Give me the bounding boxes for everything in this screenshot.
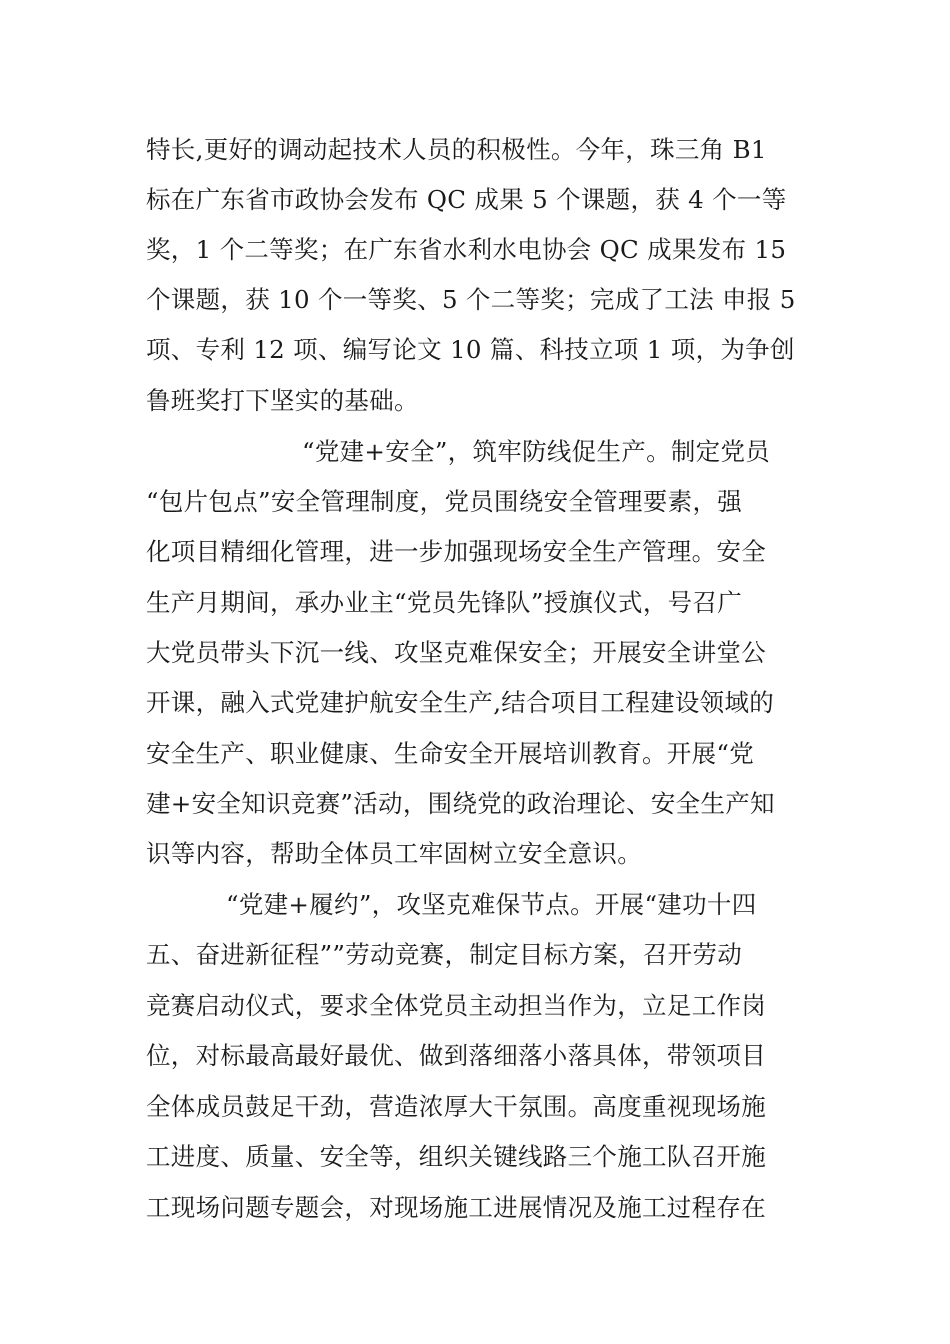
- text-line: 竞赛启动仪式，要求全体党员主动担当作为，立足工作岗: [146, 991, 766, 1020]
- text-line: 识等内容，帮助全体员工牢固树立安全意识。: [146, 839, 642, 868]
- text-line: 标在广东省市政协会发布 QC 成果 5 个课题，获 4 个一等: [146, 185, 787, 214]
- text-line: 建+安全知识竞赛”活动，围绕党的政治理论、安全生产知: [146, 789, 775, 818]
- text-line: 生产月期间，承办业主“党员先锋队”授旗仪式，号召广: [146, 588, 743, 617]
- text-line: 五、奋进新征程””劳动竞赛，制定目标方案，召开劳动: [146, 940, 743, 969]
- text-line: 工进度、质量、安全等，组织关键线路三个施工队召开施: [146, 1142, 766, 1171]
- text-line: 全体成员鼓足干劲，营造浓厚大干氛围。高度重视现场施: [146, 1092, 766, 1121]
- text-line: 项、专利 12 项、编写论文 10 篇、科技立项 1 项，为争创: [146, 335, 795, 364]
- text-line: 化项目精细化管理，进一步加强现场安全生产管理。安全: [146, 537, 766, 566]
- text-line: 鲁班奖打下坚实的基础。: [146, 386, 419, 415]
- text-line: 位，对标最高最好最优、做到落细落小落具体，带领项目: [146, 1041, 766, 1070]
- paragraph-heading-safety: “党建+安全”，筑牢防线促生产。制定党员: [302, 437, 771, 466]
- text-line: 特长,更好的调动起技术人员的积极性。今年，珠三角 B1: [146, 135, 767, 164]
- text-line: 个课题，获 10 个一等奖、5 个二等奖；完成了工法 申报 5: [146, 285, 796, 314]
- paragraph-heading-performance: “党建+履约”，攻坚克难保节点。开展“建功十四: [226, 890, 757, 919]
- text-line: 大党员带头下沉一线、攻坚克难保安全；开展安全讲堂公: [146, 638, 766, 667]
- text-line: 奖，1 个二等奖；在广东省水利水电协会 QC 成果发布 15: [146, 235, 787, 264]
- text-line: 安全生产、职业健康、生命安全开展培训教育。开展“党: [146, 739, 755, 768]
- text-line: “包片包点”安全管理制度，党员围绕安全管理要素，强: [146, 487, 743, 516]
- text-line: 开课，融入式党建护航安全生产,结合项目工程建设领域的: [146, 688, 775, 717]
- text-line: 工现场问题专题会，对现场施工进展情况及施工过程存在: [146, 1193, 766, 1222]
